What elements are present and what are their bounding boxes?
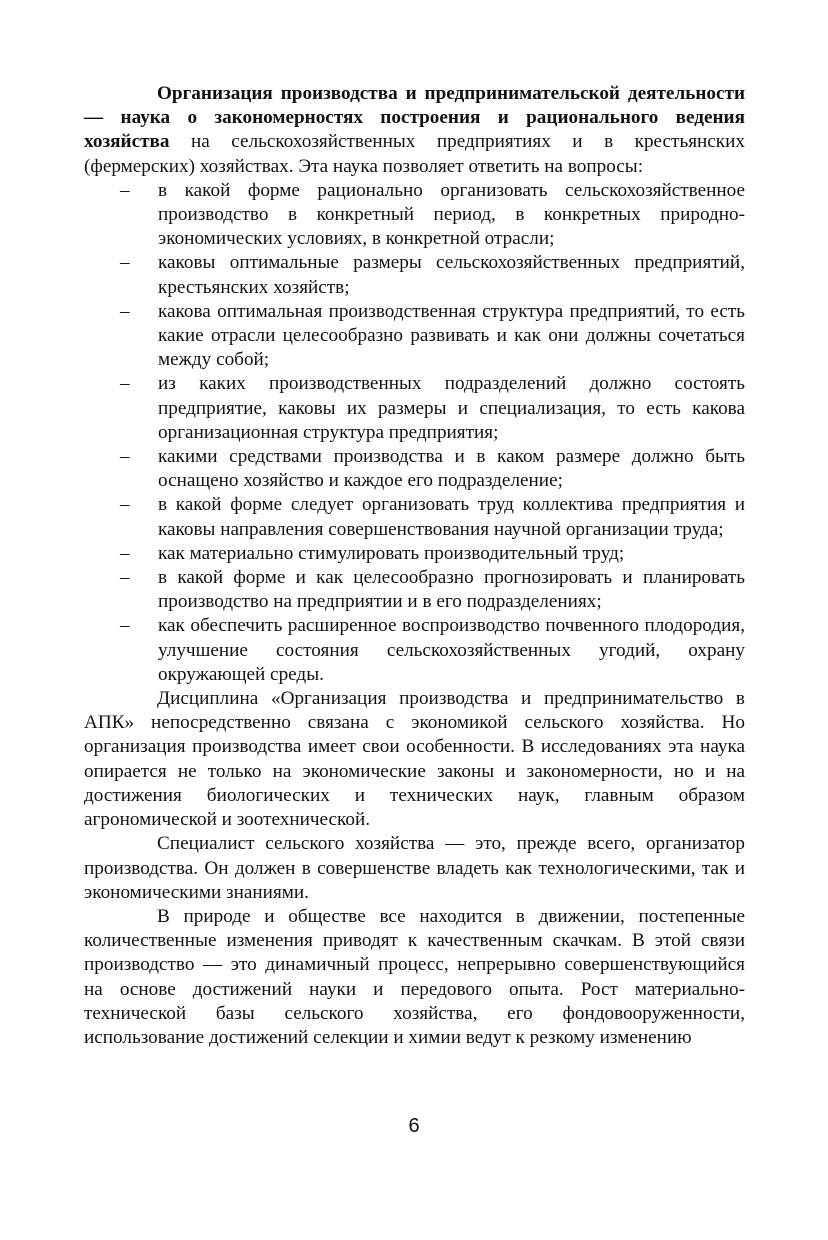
dash-marker: – (120, 373, 130, 395)
dash-marker: – (120, 252, 130, 274)
list-item (84, 542, 745, 566)
list-item (84, 493, 745, 541)
list-item (84, 445, 745, 493)
dash-marker: – (120, 494, 130, 516)
list-item-text: каковы оптимальные размеры сельскохозяйственных предприятий, крестьянских хозяйств; (158, 252, 745, 298)
list-item-text: какими средствами производства и в каком размере должно быть оснащено хозяйство и каждое его подразделение; (158, 446, 745, 492)
intro-definition-rest: на сельскохозяйственных предприятиях и в крестьянских (фермерских) хозяйствах. Эта наука позволяет ответить на вопросы: (84, 131, 745, 177)
dash-marker: – (120, 300, 130, 322)
list-item (84, 179, 745, 252)
dash-marker: – (120, 615, 130, 637)
page-number: 6 (408, 1115, 420, 1137)
dash-marker: – (120, 446, 130, 468)
discipline-paragraph: Дисциплина «Организация производства и предпринимательство в АПК» непосредственно связана с экономикой сельского хозяйства. Но организация производства имеет свои особенности. В исследованиях эта наука опирается не только на экономические законы и закономерности, но и на достижения биологических и технических наук, главным образом агрономической и зоотехнической. (84, 688, 745, 831)
list-item (84, 372, 745, 445)
list-item (84, 251, 745, 299)
list-item-text: в какой форме следует организовать труд коллектива предприятия и каковы направления совершенствования научной организации труда; (158, 494, 745, 540)
list-item (84, 300, 745, 373)
questions-list (84, 179, 745, 687)
dash-marker: – (120, 567, 130, 589)
list-item-text: в какой форме рационально организовать сельскохозяйственное производство в конкретный период, в конкретных природно-экономических условиях, в конкретной отрасли; (158, 179, 745, 250)
dash-marker: – (120, 542, 130, 564)
intro-definition-bold: Организация производства и предпринимательской деятельности — наука о закономерностях построения и рационального ведения хозяйства (84, 83, 745, 153)
dash-marker: – (120, 179, 130, 201)
list-item (84, 566, 745, 614)
page-body (84, 82, 745, 1050)
list-item-text: в какой форме и как целесообразно прогнозировать и планировать производство на предприятии и в его подразделениях; (158, 567, 745, 613)
list-item-text: как материально стимулировать производительный труд; (158, 542, 625, 564)
list-item-text: из каких производственных подразделений должно состоять предприятие, каковы их размеры и специализация, то есть какова организационная структура предприятия; (158, 373, 745, 443)
dynamics-paragraph: В природе и обществе все находится в движении, постепенные количественные изменения приводят к качественным скачкам. В этой связи производство — это динамичный процесс, непрерывно совершенствующийся на основе достижений науки и передового опыта. Рост материально-технической базы сельского хозяйства, его фондовооруженности, использование достижений селекции и химии ведут к резкому изменению (84, 905, 745, 1048)
list-item (84, 614, 745, 687)
specialist-paragraph: Специалист сельского хозяйства — это, прежде всего, организатор производства. Он должен в совершенстве владеть как технологическими, так и экономическими знаниями. (84, 833, 745, 903)
intro-paragraph (84, 82, 745, 179)
list-item-text: как обеспечить расширенное воспроизводство почвенного плодородия, улучшение состояния сельскохозяйственных угодий, охрану окружающей среды. (158, 615, 745, 685)
list-item-text: какова оптимальная производственная структура предприятий, то есть какие отрасли целесообразно развивать и как они должны сочетаться между собой; (158, 300, 745, 371)
